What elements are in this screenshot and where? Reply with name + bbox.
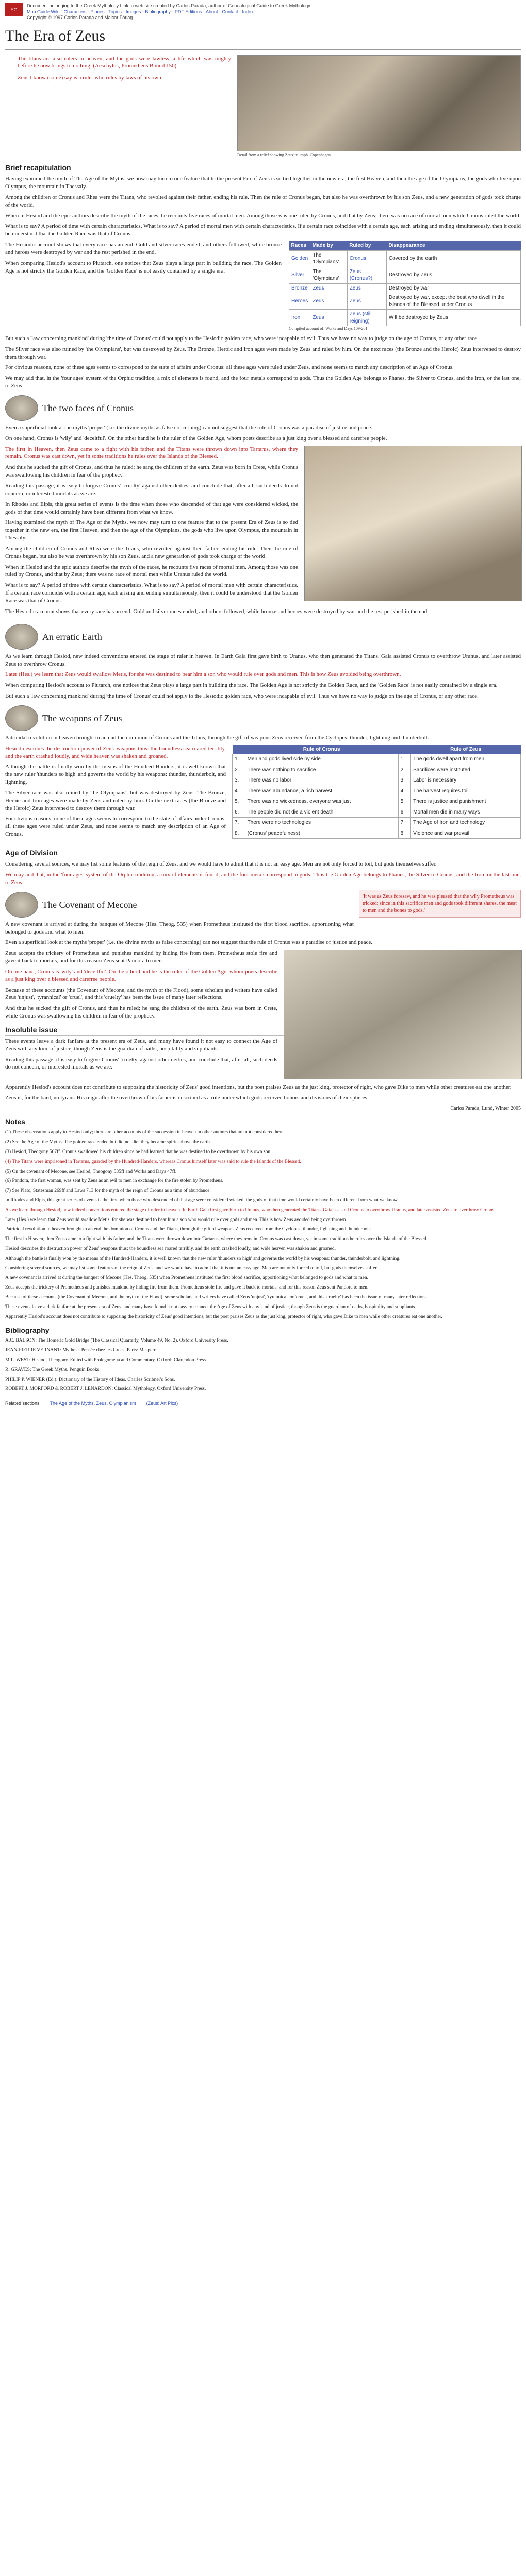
table-header-cell: Races xyxy=(289,241,310,250)
quote-paragraph: The first in Heaven, then Zeus came to a fight with his father, and the Titans were thrown down into Tartarus, where they remain. Cronus was cast down, yet in some traditions he rules over the Islands of the Blessed. xyxy=(5,446,298,460)
cronus-medallion-icon xyxy=(5,395,38,421)
prometheus-medallion-icon xyxy=(5,892,38,918)
note-item: (5) On the covenant of Mecone, see Hesiod, Theogony 535ff and Works and Days 47ff. xyxy=(5,1168,177,1174)
table-cell: 8. xyxy=(233,828,245,839)
footer-links[interactable]: The Age of the Myths, Zeus, Olympianism xyxy=(50,1401,136,1406)
note-item: A new covenant is arrived at during the banquet of Mecone (Hes. Theog. 535) when Prometheus instituted the first blood sacrifice, apportioning what belonged to gods and what to men. xyxy=(5,1275,368,1281)
table-row xyxy=(233,828,521,839)
section-title: The two faces of Cronus xyxy=(42,402,134,413)
table-cell: Labor is necessary xyxy=(411,775,521,786)
table-cell: 5. xyxy=(233,796,245,807)
rule-comparison-table xyxy=(232,745,521,839)
section-head-two-faces xyxy=(5,395,521,421)
note-item: Later (Hes.) we learn that Zeus would swallow Metis, for she was destined to bear him a son who would rule over gods and men. This is how Zeus avoided being overthrown. xyxy=(5,1217,347,1223)
table-cell: 4. xyxy=(398,786,411,796)
table-cell: There was abundance, a rich harvest xyxy=(245,786,398,796)
pandora-figure xyxy=(284,950,521,1079)
paragraph: Among the children of Cronus and Rhea were the Titans, who revolted against their father, ending his rule. Then the rule of Cronus began, but also he was overthrown by his son Zeus, and a new generation of gods took charge of the world. xyxy=(5,545,298,560)
footer-art-link[interactable]: (Zeus: Art Pics) xyxy=(146,1401,178,1406)
paragraph: The Hesiodic account shows that every race has an end. Gold and silver races ended, and others followed, while bronze and heroes were destroyed by war and the rest perished in the end. xyxy=(5,608,429,615)
section-title: The weapons of Zeus xyxy=(42,713,122,723)
biblio-item: JEAN-PIERRE VERNANT: Mythe et Pensée chez les Grecs. Paris: Maspero. xyxy=(5,1348,158,1353)
note-item: (6) Pandora, the first woman, was sent by Zeus as an evil to men in exchange for the fire stolen by Prometheus. xyxy=(5,1178,224,1184)
table-cell[interactable]: Zeus (still reigning) xyxy=(347,310,386,326)
comparison-header xyxy=(233,745,521,754)
table-row xyxy=(289,310,521,326)
table-row xyxy=(289,283,521,293)
note-item: Hesiod describes the destruction power of Zeus' weapons thus: the boundless sea roared terribly, and the earth crashed loudly, and wide heaven was shaken and groaned. xyxy=(5,1246,336,1252)
table-cell: The Age of Iron and technology xyxy=(411,818,521,828)
table-cell: Will be destroyed by Zeus xyxy=(386,310,520,326)
table-row xyxy=(233,765,521,775)
table-cell[interactable]: Golden xyxy=(289,250,310,267)
races-table-wrap xyxy=(289,241,521,332)
notes-list xyxy=(5,1129,521,1320)
table-row xyxy=(289,267,521,283)
page xyxy=(5,0,521,1406)
section-notes: Notes xyxy=(5,1117,521,1127)
table-cell: Destroyed by war, except the best who dwell in the Islands of the Blessed under Cronus xyxy=(386,293,520,310)
table-row xyxy=(289,250,521,267)
paragraph: Reading this passage, it is easy to forgive Cronus' 'cruelty' against other deities, and conclude that, after all, such deeds do not concern, or interested mortals as we are. xyxy=(5,483,298,497)
paragraph: Although the battle is finally won by the means of the Hundred-Handers, it is well known that the new ruler 'thunders so high' and governs the world by his weapons: thunder, thunderbolt, and lightning. xyxy=(5,764,226,786)
paragraph: The Hesiodic account shows that every race has an end. Gold and silver races ended, and others followed, while bronze and heroes were destroyed by war and the rest perished in the end. xyxy=(5,242,282,256)
copyright: Copyright © 1997 Carlos Parada and Maicar Förlag xyxy=(27,15,133,21)
table-cell: 1. xyxy=(233,754,245,765)
paragraph: The Silver race was also ruined by 'the Olympians', but was destroyed by Zeus. The Bronze, Heroic and Iron ages were made by Zeus and ruled by him. On the next races (the Bronze and the Heroic) Zeus intervened to destroy them through war. xyxy=(5,789,226,811)
table-cell: Covered by the earth xyxy=(386,250,520,267)
note-item: The first in Heaven, then Zeus came to a fight with his father, and the Titans were thrown down into Tartarus, where they remain. Cronus was cast down, yet in some traditions he rules over the Islands of the Blessed. xyxy=(5,1236,428,1242)
biblio-item: M.L. WEST: Hesiod, Theogony. Edited with Prolegomena and Commentary. Oxford: Clarendon Press. xyxy=(5,1358,207,1363)
note-item: Considering several sources, we may list some features of the reign of Zeus, and we would have to admit that it is not an easy age. Men are not only forced to toil, but gods themselves suffer. xyxy=(5,1265,378,1271)
table-cell[interactable]: Bronze xyxy=(289,283,310,293)
table-cell[interactable]: Cronus xyxy=(347,250,386,267)
table-cell[interactable]: Zeus xyxy=(347,293,386,310)
paragraph: A new covenant is arrived at during the banquet of Mecone (Hes. Theog. 535) when Prometheus instituted the first blood sacrifice, apportioning what belonged to gods and what to men. xyxy=(5,921,354,935)
table-row xyxy=(233,754,521,765)
paragraph: Because of these accounts (the Covenant of Mecone, and the myth of the Flood), some scholars and writers have called Zeus 'unjust', 'tyrannical' or 'cruel', and this 'cruelty' has been the issue of many later reflections. xyxy=(5,987,277,1001)
paragraph: As we learn through Hesiod, new indeed conventions entered the stage of ruler in heaven. In Earth Gaia first gave birth to Uranus, who then generated the Titans. Gaia assisted Cronus to overthrow Uranus, and later assisted Zeus to overthrow Cronus. xyxy=(5,653,521,667)
table-header-cell: Made by xyxy=(310,241,347,250)
table-cell: Sacrifices were instituted xyxy=(411,765,521,775)
paragraph: When in Hesiod and the epic authors describe the myth of the races, he recounts five races of mortal men. Among those was one ruled by Cronus, and that by Zeus; there was no race of mortal men while Uranus ruled the world. xyxy=(5,564,298,578)
races-row xyxy=(5,241,521,332)
paragraph: What is to say? A period of time with certain characteristics. What is to say? A period of mortal men with certain characteristics. If a certain race coincides with a certain age, each arising and ending simultaneously, then it could be understood that the Golden Race was that of Cronus. xyxy=(5,582,298,604)
section-age-division: Age of Division xyxy=(5,848,521,858)
table-cell: Violence and war prevail xyxy=(411,828,521,839)
races-table xyxy=(289,241,521,326)
zeus-medallion-icon xyxy=(5,705,38,731)
top-nav-links[interactable]: Map Guide Wiki - Characters - Places - Topics - Images - Bibliography - PDF Editions - About - Contact - Index xyxy=(27,9,254,14)
footer xyxy=(5,1398,521,1406)
note-item: (2) See the Age of the Myths. The golden race ended but did not die; they became spirits above the earth. xyxy=(5,1140,211,1145)
table-cell: There was nothing to sacrifice xyxy=(245,765,398,775)
site-logo[interactable]: EG xyxy=(5,3,23,16)
table-cell: Mortal men die in many ways xyxy=(411,807,521,818)
paragraph: The Silver race was also ruined by 'the Olympians', but was destroyed by Zeus. The Bronze, Heroic and Iron ages were made by Zeus and ruled by him. On the next races (the Bronze and the Heroic) Zeus intervened to destroy them through war. xyxy=(5,346,521,360)
races-table-caption: Compiled account of: Works and Days 109-201 xyxy=(289,326,368,331)
quote-paragraph: We may add that, in the 'four ages' system of the Orphic tradition, a mix of elements is found, and the four metals correspond to gods. Thus the Golden Age belongs to Phanes, the Silver to Cronus, and the Iron, or the last one, to Zeus. xyxy=(5,871,521,886)
table-header-cell xyxy=(233,745,245,754)
table-cell: 7. xyxy=(233,818,245,828)
cronus-figure xyxy=(304,446,521,601)
section-head-weapons xyxy=(5,705,521,731)
table-cell[interactable]: Zeus xyxy=(310,283,347,293)
table-cell[interactable]: Zeus xyxy=(310,310,347,326)
top-text xyxy=(27,3,310,21)
table-header-cell: Ruled by xyxy=(347,241,386,250)
table-row xyxy=(233,807,521,818)
table-cell: There is justice and punishment xyxy=(411,796,521,807)
top-line-1: Document belonging to the Greek Mythology Link, a web site created by Carlos Parada, author of Genealogical Guide to Greek Mythology xyxy=(27,3,310,8)
paragraph: And thus he sucked the gift of Cronus, and thus he ruled; he sang the children of the earth. Zeus was born in Crete, while Cronus was swallowing his children in fear of the prophecy. xyxy=(5,1005,277,1020)
intro-quote-2: Zeus I know (some) say is a ruler who rules by laws of his own. xyxy=(18,75,163,81)
intro-quotes xyxy=(5,55,231,158)
paragraph: We may add that, in the 'four ages' system of the Orphic tradition, a mix of elements is found, and the four metals correspond to gods. Thus the Golden Age belongs to Phanes, the Silver to Cronus, and the Iron, or the last one, to Zeus. xyxy=(5,375,521,389)
bibliography-list xyxy=(5,1337,521,1393)
table-row xyxy=(233,775,521,786)
table-cell: (Cronus' peacefulness) xyxy=(245,828,398,839)
quote-paragraph: Later (Hes.) we learn that Zeus would swallow Metis, for she was destined to bear him a son who would rule over gods and men. This is how Zeus avoided being overthrown. xyxy=(5,671,401,678)
table-cell[interactable]: Zeus (Cronus?) xyxy=(347,267,386,283)
table-cell[interactable]: Zeus xyxy=(347,283,386,293)
table-cell: 3. xyxy=(233,775,245,786)
paragraph: But such a 'law concerning mankind' during 'the time of Cronus' could not apply to the Hesiodic golden race, who were incapable of evil. Thus we have no way to judge on the age of Cronus, or any other race. xyxy=(5,693,479,700)
table-row xyxy=(233,796,521,807)
table-row xyxy=(233,786,521,796)
table-row xyxy=(233,818,521,828)
paragraph: When comparing Hesiod's account to Plutarch, one notices that Zeus plays a large part in building the race. The Golden Age is not strictly the Golden Race, and the 'Golden Race' is not easily contained by a single era. xyxy=(5,260,282,274)
note-item: Apparently Hesiod's account does not contribute to supposing the historicity of Zeus' good intentions, but the poet praises Zeus as the just king, protector of right, who gave Dike to men while other creatures eat one another. xyxy=(5,1314,442,1319)
paragraph: Considering several sources, we may list some features of the reign of Zeus, and we would have to admit that it is not an easy age. Men are not only forced to toil, but gods themselves suffer. xyxy=(5,861,437,868)
section-title: The Covenant of Mecone xyxy=(42,899,137,910)
table-cell: 4. xyxy=(233,786,245,796)
note-item: (1) These observations apply to Hesiod only; there are other accounts of the succession in heaven in other authors that are not considered here. xyxy=(5,1130,285,1136)
note-item: As we learn through Hesiod, new indeed conventions entered the stage of ruler in heaven. In Earth Gaia first gave birth to Uranus, who then generated the Titans. Gaia assisted Cronus to overthrow Uranus, and later assisted Zeus to overthrow Cronus. xyxy=(5,1207,496,1213)
section-bibliography: Bibliography xyxy=(5,1326,521,1336)
paragraph: Having examined the myth of The Age of the Myths, we now may turn to one feature that to the present Era of Zeus is so tied together in the new era, the first Heaven, and then the age of the Olympians, the gods who live upon Olympus, the mountain in Thessaly. xyxy=(5,176,521,190)
table-cell: 6. xyxy=(233,807,245,818)
table-cell: The people did not die a violent death xyxy=(245,807,398,818)
paragraph: Patricidal revolution in heaven brought to an end the dominion of Cronus and the Titans, through the gift of weapons Zeus received from the Cyclopes: thunder, lightning and thunderbolt. xyxy=(5,734,429,741)
table-cell: The 'Olympians' xyxy=(310,250,347,267)
note-item: (4) The Titans were imprisoned in Tartarus, guarded by the Hundred-Handers, whereas Cronus himself later was said to rule the Islands of the Blessed. xyxy=(5,1159,301,1164)
table-cell[interactable]: Silver xyxy=(289,267,310,283)
hero-caption: Detail from a relief showing Zeus' triumph. Copenhagen. xyxy=(237,152,332,157)
paragraph: On one hand, Cronus is 'wily' and 'deceitful'. On the other hand he is the ruler of the Golden Age, whom poets describe as a just king over a blessed and carefree people. xyxy=(5,435,387,442)
table-cell: Destroyed by Zeus xyxy=(386,267,520,283)
table-cell[interactable]: Iron xyxy=(289,310,310,326)
paragraph: What is to say? A period of time with certain characteristics. What is to say? A period of mortal men with certain characteristics. If a certain race coincides with a certain age, each arising and ending simultaneously, then it could be understood that the Golden Race was that of Cronus. xyxy=(5,223,521,238)
table-cell[interactable]: Heroes xyxy=(289,293,310,310)
pandora-engraving-image[interactable] xyxy=(284,950,522,1079)
cronus-painting-image[interactable] xyxy=(304,446,522,601)
covenant-quote-box: 'It was as Zeus foresaw, and he was pleased that the wily Prometheus was tricked; since in this sacrifice men and gods took different shares, the meat to men and the bones to gods.' xyxy=(359,890,521,918)
section-head-covenant xyxy=(5,892,354,918)
paragraph: Having examined the myth of The Age of the Myths, we now may turn to one feature that to the present Era of Zeus is so tied together in the new era, the first Heaven, and then the age of the Olympians, the gods who live upon Olympus, the mountain in Thessaly. xyxy=(5,519,298,541)
table-cell: There were no technologies xyxy=(245,818,398,828)
author-signature: Carlos Parada, Lund, Winter 2005 xyxy=(450,1105,521,1111)
table-cell: 7. xyxy=(398,818,411,828)
paragraph: These events leave a dark fanfare at the present era of Zeus, and many have found it not easy to connect the Age of Zeus with any kind of justice, though Zeus is the guardian of oaths, hospitality and suppliants. xyxy=(5,1038,277,1052)
races-table-header xyxy=(289,241,521,250)
table-cell: 1. xyxy=(398,754,411,765)
table-cell: The gods dwell apart from men xyxy=(411,754,521,765)
races-text xyxy=(5,241,282,332)
paragraph: Apparently Hesiod's account does not contribute to supposing the historicity of Zeus' good intentions, but the poet praises Zeus as the just king, protector of right, who gave Dike to men while other creatures eat one another. xyxy=(5,1084,512,1091)
paragraph: But such a 'law concerning mankind' during 'the time of Cronus' could not apply to the Hesiodic golden race, who were incapable of evil. Thus we have no way to judge on the age of Cronus, or any other race. xyxy=(5,335,479,342)
note-item: (3) Hesiod, Theogony 507ff. Cronus swallowed his children since he had learned that he was destined to be overthrown by his own son. xyxy=(5,1149,272,1155)
table-cell: 6. xyxy=(398,807,411,818)
table-header-cell: Rule of Cronus xyxy=(245,745,398,754)
table-cell: 2. xyxy=(233,765,245,775)
table-cell[interactable]: Zeus xyxy=(310,293,347,310)
quote-paragraph: Hesiod describes the destruction power of Zeus' weapons thus: the boundless sea roared terribly, and the earth crashed loudly, and wide heaven was shaken and groaned. xyxy=(5,745,226,759)
paragraph: Zeus is, for the bard, no tyrant. His reign after the overthrow of his father is described as a rule under which gods received honors and divisions of their spheres. xyxy=(5,1095,369,1101)
table-row xyxy=(289,293,521,310)
note-item: These events leave a dark fanfare at the present era of Zeus, and many have found it not easy to connect the Age of Zeus with any kind of justice, though Zeus is the guardian of oaths, hospitality and suppliants. xyxy=(5,1304,416,1310)
footer-label: Related sections xyxy=(5,1401,40,1406)
paragraph: In Rhodes and Elpis, this great series of events is the time when those who descended of that age were considered wicked, the gods of that time would certainly have been different from what we know. xyxy=(5,501,298,515)
paragraph: Even a superficial look at the myths 'proper' (i.e. the divine myths as false concerning) can not suggest that the rule of Cronus was a paradise of justice and peace. xyxy=(5,424,373,431)
paragraph: And thus he sucked the gift of Cronus, and thus he ruled; he sang the children of the earth. Zeus was born in Crete, while Cronus was swallowing his children in fear of the prophecy. xyxy=(5,464,298,479)
section-brief: Brief recapitulation xyxy=(5,163,521,173)
note-item: (7) See Plato, Statesman 269ff and Laws 713 for the myth of the reign of Cronus as a time of abundance. xyxy=(5,1188,211,1194)
page-title: The Era of Zeus xyxy=(5,26,521,50)
biblio-item: A.C. BALSON: The Homeric Gold Bridge (The Classical Quarterly, Volume 49, No. 2). Oxford University Press. xyxy=(5,1338,228,1344)
quote-paragraph: On one hand, Cronus is 'wily' and 'deceitful'. On the other hand he is the ruler of the Golden Age, whom poets describe as a just king over a blessed and carefree people. xyxy=(5,968,277,982)
gaia-medallion-icon xyxy=(5,624,38,650)
table-cell: Men and gods lived side by side xyxy=(245,754,398,765)
table-cell: 3. xyxy=(398,775,411,786)
paragraph: Even a superficial look at the myths 'proper' (i.e. the divine myths as false concerning) can not suggest that the rule of Cronus was a paradise of justice and peace. xyxy=(5,939,373,946)
section-insoluble: Insoluble issue xyxy=(5,1025,521,1036)
table-header-cell: Rule of Zeus xyxy=(411,745,521,754)
paragraph: When comparing Hesiod's account to Plutarch, one notices that Zeus plays a large part in building the race. The Golden Age is not strictly the Golden Race, and the 'Golden Race' is not easily contained by a single era. xyxy=(5,682,498,689)
note-item: Because of these accounts (the Covenant of Mecone, and the myth of the Flood), some scholars and writers have called Zeus 'unjust', 'tyrannical' or 'cruel', and this 'cruelty' has been the issue of many later reflections. xyxy=(5,1295,428,1300)
table-cell: There was no wickedness, everyone was just xyxy=(245,796,398,807)
note-item: Although the battle is finally won by the means of the Hundred-Handers, it is well known that the new ruler 'thunders so high' and governs the world by his weapons: thunder, thunderbolt, and lightning. xyxy=(5,1256,401,1261)
table-cell: 5. xyxy=(398,796,411,807)
biblio-item: R. GRAVES: The Greek Myths. Penguin Books. xyxy=(5,1367,101,1372)
intro-quote-1: The titans are also rulers in heaven, and the gods were lawless, a life which was mighty before he now brings to nothing. (Aeschylus, Prometheus Bound 150) xyxy=(18,55,231,70)
hero-image[interactable] xyxy=(237,55,521,151)
paragraph: For obvious reasons, none of these ages seems to correspond to the state of affairs under Cronus: all these ages were ruled under Zeus, and none seems to match any description of an Age of Cronus. xyxy=(5,364,454,371)
section-head-erratic xyxy=(5,624,521,650)
table-cell: 8. xyxy=(398,828,411,839)
biblio-item: PHILIP P. WIENER (Ed.): Dictionary of the History of Ideas. Charles Scribner's Sons. xyxy=(5,1377,175,1382)
table-cell: The harvest requires toil xyxy=(411,786,521,796)
note-item: In Rhodes and Elpis, this great series of events is the time when those who descended of that age were considered wicked, the gods of that time would certainly have been different from what we know. xyxy=(5,1197,399,1203)
table-header-cell: Disappearance xyxy=(386,241,520,250)
intro-row xyxy=(5,55,521,158)
table-cell: Destroyed by war xyxy=(386,283,520,293)
note-item: Patricidal revolution in heaven brought to an end the dominion of Cronus and the Titans, through the gift of weapons Zeus received from the Cyclopes: thunder, lightning and thunderbolt. xyxy=(5,1227,371,1232)
paragraph: For obvious reasons, none of these ages seems to correspond to the state of affairs under Cronus: all these ages were ruled under Zeus, and none seems to match any description of an Age of Cronus. xyxy=(5,816,226,838)
table-cell: 2. xyxy=(398,765,411,775)
section-title: An erratic Earth xyxy=(42,631,102,642)
hero-figure xyxy=(237,55,521,158)
paragraph: Reading this passage, it is easy to forgive Cronus' 'cruelty' against other deities, and conclude that, after all, such deeds do not concern, or interested mortals as we are. xyxy=(5,1056,277,1071)
biblio-item: ROBERT J. MORFORD & ROBERT J. LENARDON: Classical Mythology. Oxford University Press. xyxy=(5,1386,206,1392)
paragraph: When in Hesiod and the epic authors describe the myth of the races, he recounts five races of mortal men. Among those was one ruled by Cronus, and that by Zeus; there was no race of mortal men while Uranus ruled the world. xyxy=(5,212,521,219)
paragraph: Among the children of Cronus and Rhea were the Titans, who revolted against their father, ending his rule. Then the rule of Cronus began, but also he was overthrown by his son Zeus, and a new generation of gods took charge of the world. xyxy=(5,194,521,208)
paragraph: Zeus accepts the trickery of Prometheus and punishes mankind by hiding fire from them. Prometheus stole fire and gave it back to mortals, and for this reason Zeus sent Pandora to men. xyxy=(5,950,277,964)
note-item: Zeus accepts the trickery of Prometheus and punishes mankind by hiding fire from them. Prometheus stole fire and gave it back to mortals, and for this reason Zeus sent Pandora to men. xyxy=(5,1285,369,1291)
table-cell: The 'Olympians' xyxy=(310,267,347,283)
table-cell: There was no labor xyxy=(245,775,398,786)
table-header-cell xyxy=(398,745,411,754)
top-bar xyxy=(5,0,521,24)
